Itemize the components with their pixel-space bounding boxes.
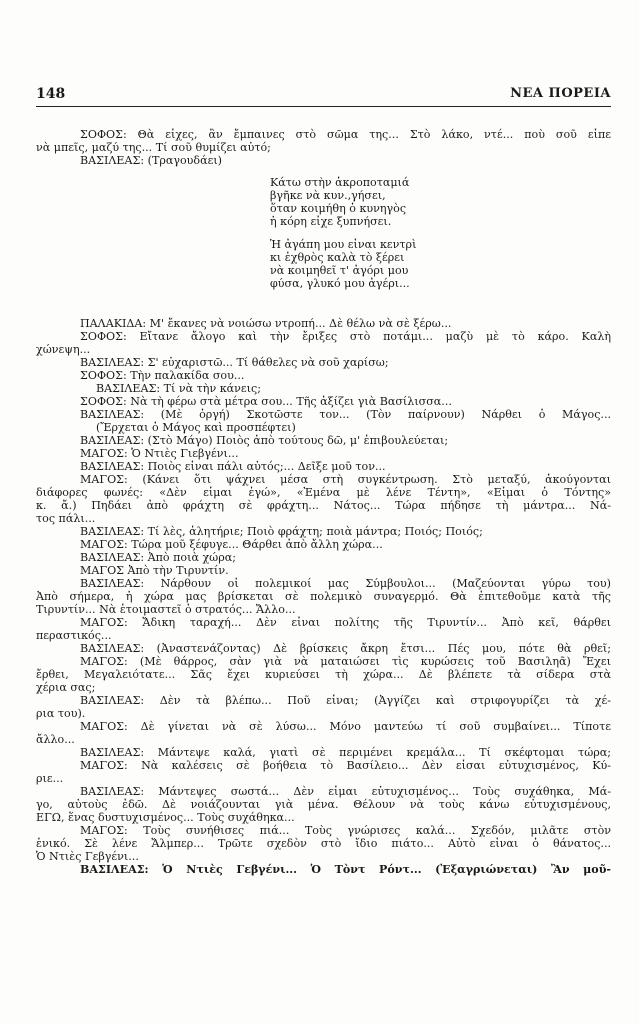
text-line: ΒΑΣΙΛΕΑΣ: (Τραγουδάει): [80, 154, 223, 167]
page-header: [36, 84, 611, 107]
text-line: ρια του).: [36, 707, 86, 720]
text-line: ΜΑΓΟΣ: Τοὺς συνήθισες πιά... Τοὺς γνώρισες καλά... Σχεδόν, μιλᾶτε στὸν: [80, 824, 611, 837]
song-stanza-1: [36, 176, 611, 228]
text-line: τος πάλι...: [36, 512, 96, 525]
text-line: Ἡ ἀγάπη μου εἶναι κεντρὶ: [270, 238, 417, 251]
dialogue-block-a: [36, 128, 611, 167]
page-number: 148: [36, 86, 66, 102]
text-line: ΒΑΣΙΛΕΑΣ: (Μὲ ὀργή) Σκοτῶστε τον... (Τὸν παίρνουν) Νάρθει ὁ Μάγος...: [80, 408, 611, 421]
text-line: ΣΟΦΟΣ: Νὰ τὴ φέρω στὰ μέτρα σου... Τῆς ἀξίζει γιὰ Βασίλισσα...: [80, 395, 452, 408]
text-line: ΣΟΦΟΣ: Θὰ εἶχες, ἂν ἔμπαινες στὸ σῶμα της... Στὸ λάκο, ντέ... ποὺ σοῦ εἶπε: [80, 128, 611, 141]
text-line: ἡ κόρη εἶχε ξυπνήσει.: [270, 215, 392, 228]
text-line: βγῆκε νὰ κυν.,γήσει,: [270, 189, 386, 202]
running-title: ΝΕΑ ΠΟΡΕΙΑ: [510, 86, 611, 101]
text-line: κ. ἄ.) Πηδάει ἀπὸ φράχτη σὲ φράχτη... Νάτος... Τώρα πήδησε τὴ μάντρα... Νά-: [36, 499, 611, 512]
text-line: νὰ κοιμηθεῖ τ' ἀγόρι μου: [270, 264, 409, 277]
text-line: ΒΑΣΙΛΕΑΣ: (Ἀναστενάζοντας) Δὲ βρίσκεις ἄκρη ἔτσι... Πές μου, πότε θὰ ρθεῖ;: [80, 642, 611, 655]
text-line: χώνεψη...: [36, 343, 91, 356]
text-line: Κάτω στὴν ἀκροποταμιά: [270, 176, 410, 189]
text-line: κι ἐχθρὸς καλὰ τὸ ξέρει: [270, 251, 405, 264]
text-line: διάφορες φωνές: «Δὲν εἶμαι ἐγώ», «Ἐμένα μὲ λένε Τέντη», «Εἶμαι ὁ Τόντης»: [36, 486, 611, 499]
text-line: ΜΑΓΟΣ: Νὰ καλέσεις σὲ βοήθεια τὸ Βασίλειο... Δὲν εἶσαι εὐτυχισμένος, Κύ-: [80, 759, 611, 772]
dialogue-block-b: [36, 317, 611, 876]
text-line: ΜΑΓΟΣ: (Κάνει ὅτι ψάχνει μέσα στὴ συγκέντρωση. Στὸ μεταξύ, ἀκούγονται: [80, 473, 611, 486]
text-line: ΒΑΣΙΛΕΑΣ: Ποιὸς εἶναι πάλι αὐτός;... Δεῖξε μοῦ τον...: [80, 460, 386, 473]
text-line: ΒΑΣΙΛΕΑΣ: Δὲν τὰ βλέπω... Ποῦ εἶναι; (Ἀγγίζει καὶ στριφογυρίζει τὰ χέ-: [80, 694, 611, 707]
text-line: ΒΑΣΙΛΕΑΣ: Τί νὰ τὴν κάνεις;: [96, 382, 261, 395]
text-line: Ὁ Ντιὲς Γεβγένι...: [36, 850, 139, 863]
text-line: ριε...: [36, 772, 64, 785]
text-line: ὅταν κοιμήθη ὁ κυνηγὸς: [270, 202, 407, 215]
text-line: ἄλλο...: [36, 733, 75, 746]
text-line: Τιρυντίν... Νὰ ἑτοιμαστεῖ ὁ στρατός... Ἄλλο...: [36, 603, 296, 616]
text-line: ΠΑΛΑΚΙΔΑ: Μ' ἔκανες νὰ νοιώσω ντροπή... Δὲ θέλω νὰ σὲ ξέρω...: [80, 317, 452, 330]
text-line: νὰ μπεῖς, μαζύ της... Τί σοῦ θυμίζει αὐτό;: [36, 141, 271, 154]
text-line: ἑνικό. Σὲ λένε Ἄλμπερ... Τρῶτε σχεδὸν στὸ ἴδιο πιάτο... Αὐτὸ εἶναι ὁ θάνατος...: [36, 837, 611, 850]
text-line: ΒΑΣΙΛΕΑΣ: Ὁ Ντιὲς Γεβγένι... Ὁ Τὸντ Ρόντ... (Ἐξαγριώνεται) Ἂν μοῦ-: [80, 863, 611, 876]
text-line: ΜΑΓΟΣ: (Μὲ θάρρος, σὰν γιὰ νὰ ματαιώσει τὶς κυρώσεις τοῦ Βασιληᾶ) Ἔχει: [80, 655, 611, 668]
text-line: ΜΑΓΟΣ: Ὁ Ντιὲς Γιεβγένι...: [80, 447, 239, 460]
text-line: ΒΑΣΙΛΕΑΣ: Μάντεψε καλά, γιατὶ σὲ περιμένει κρεμάλα... Τί σκέφτομαι τώρα;: [80, 746, 611, 759]
text-line: ΒΑΣΙΛΕΑΣ: Νάρθουν οἱ πολεμικοί μας Σύμβουλοι... (Μαζεύονται γύρω του): [80, 577, 611, 590]
text-line: ΜΑΓΟΣ: Ἄδικη ταραχή... Δὲν εἶναι πολίτης τῆς Τιρυντίν... Ἀπὸ κεῖ, θάρθει: [80, 616, 611, 629]
text-line: ἔρθει, Μεγαλειότατε... Σᾶς ἔχει κυριεύσει τὴ χώρα... Δὲ βλέπετε τὰ σίδερα στὰ: [36, 668, 611, 681]
text-line: γο, αὐτοὺς ἐδῶ. Δὲ νοιάζουνται γιὰ μένα. Θέλουν νὰ τοὺς κάνω εὐτυχισμένους,: [36, 798, 611, 811]
song-stanza-2: [36, 238, 611, 290]
text-line: ΜΑΓΟΣ: Δὲ γίνεται νὰ σὲ λύσω... Μόνο μαντεύω τί σοῦ συμβαίνει... Τίποτε: [80, 720, 611, 733]
text-line: χέρια σας;: [36, 681, 96, 694]
text-line: ΣΟΦΟΣ: Εἴτανε ἄλογο καὶ τὴν ἔριξες στὸ ποτάμι... μαζὺ μὲ τὸ κάρο. Καλὴ: [80, 330, 611, 343]
text-line: (Ἔρχεται ὁ Μάγος καὶ προσπέφτει): [96, 421, 296, 434]
text-line: ΒΑΣΙΛΕΑΣ: (Στὸ Μάγο) Ποιὸς ἀπὸ τούτους δῶ, μ' ἐπιβουλεύεται;: [80, 434, 449, 447]
text-line: ΒΑΣΙΛΕΑΣ: Τί λὲς, ἀλητήριε; Ποιὸ φράχτη; ποιὰ μάντρα; Ποιός; Ποιός;: [80, 525, 483, 538]
text-line: περαστικός...: [36, 629, 112, 642]
text-line: Ἀπὸ σήμερα, ἡ χώρα μας βρίσκεται σὲ πολεμικὸ συναγερμό. Θὰ ἐπιτεθοῦμε κατὰ τῆς: [36, 590, 611, 603]
text-line: ΜΑΓΟΣ: Τώρα μοῦ ξέφυγε... Θάρθει ἀπὸ ἄλλη χώρα...: [80, 538, 383, 551]
text-line: ΜΑΓΟΣ Ἀπὸ τὴν Τιρυντίν.: [80, 564, 229, 577]
text-line: ΕΓΩ, ἕνας δυστυχισμένος... Τοὺς συχάθηκα...: [36, 811, 295, 824]
play-text: [36, 128, 611, 876]
text-line: ΒΑΣΙΛΕΑΣ: Μάντεψες σωστά... Δὲν εἶμαι εὐτυχισμένος... Τοὺς συχάθηκα, Μά-: [80, 785, 611, 798]
text-line: ΒΑΣΙΛΕΑΣ: Ἀπὸ ποιὰ χώρα;: [80, 551, 236, 564]
text-line: φύσα, γλυκό μου ἀγέρι...: [270, 277, 410, 290]
text-line: ΣΟΦΟΣ: Τὴν παλακίδα σου...: [80, 369, 245, 382]
text-line: ΒΑΣΙΛΕΑΣ: Σ' εὐχαριστῶ... Τί θάθελες νὰ σοῦ χαρίσω;: [80, 356, 389, 369]
